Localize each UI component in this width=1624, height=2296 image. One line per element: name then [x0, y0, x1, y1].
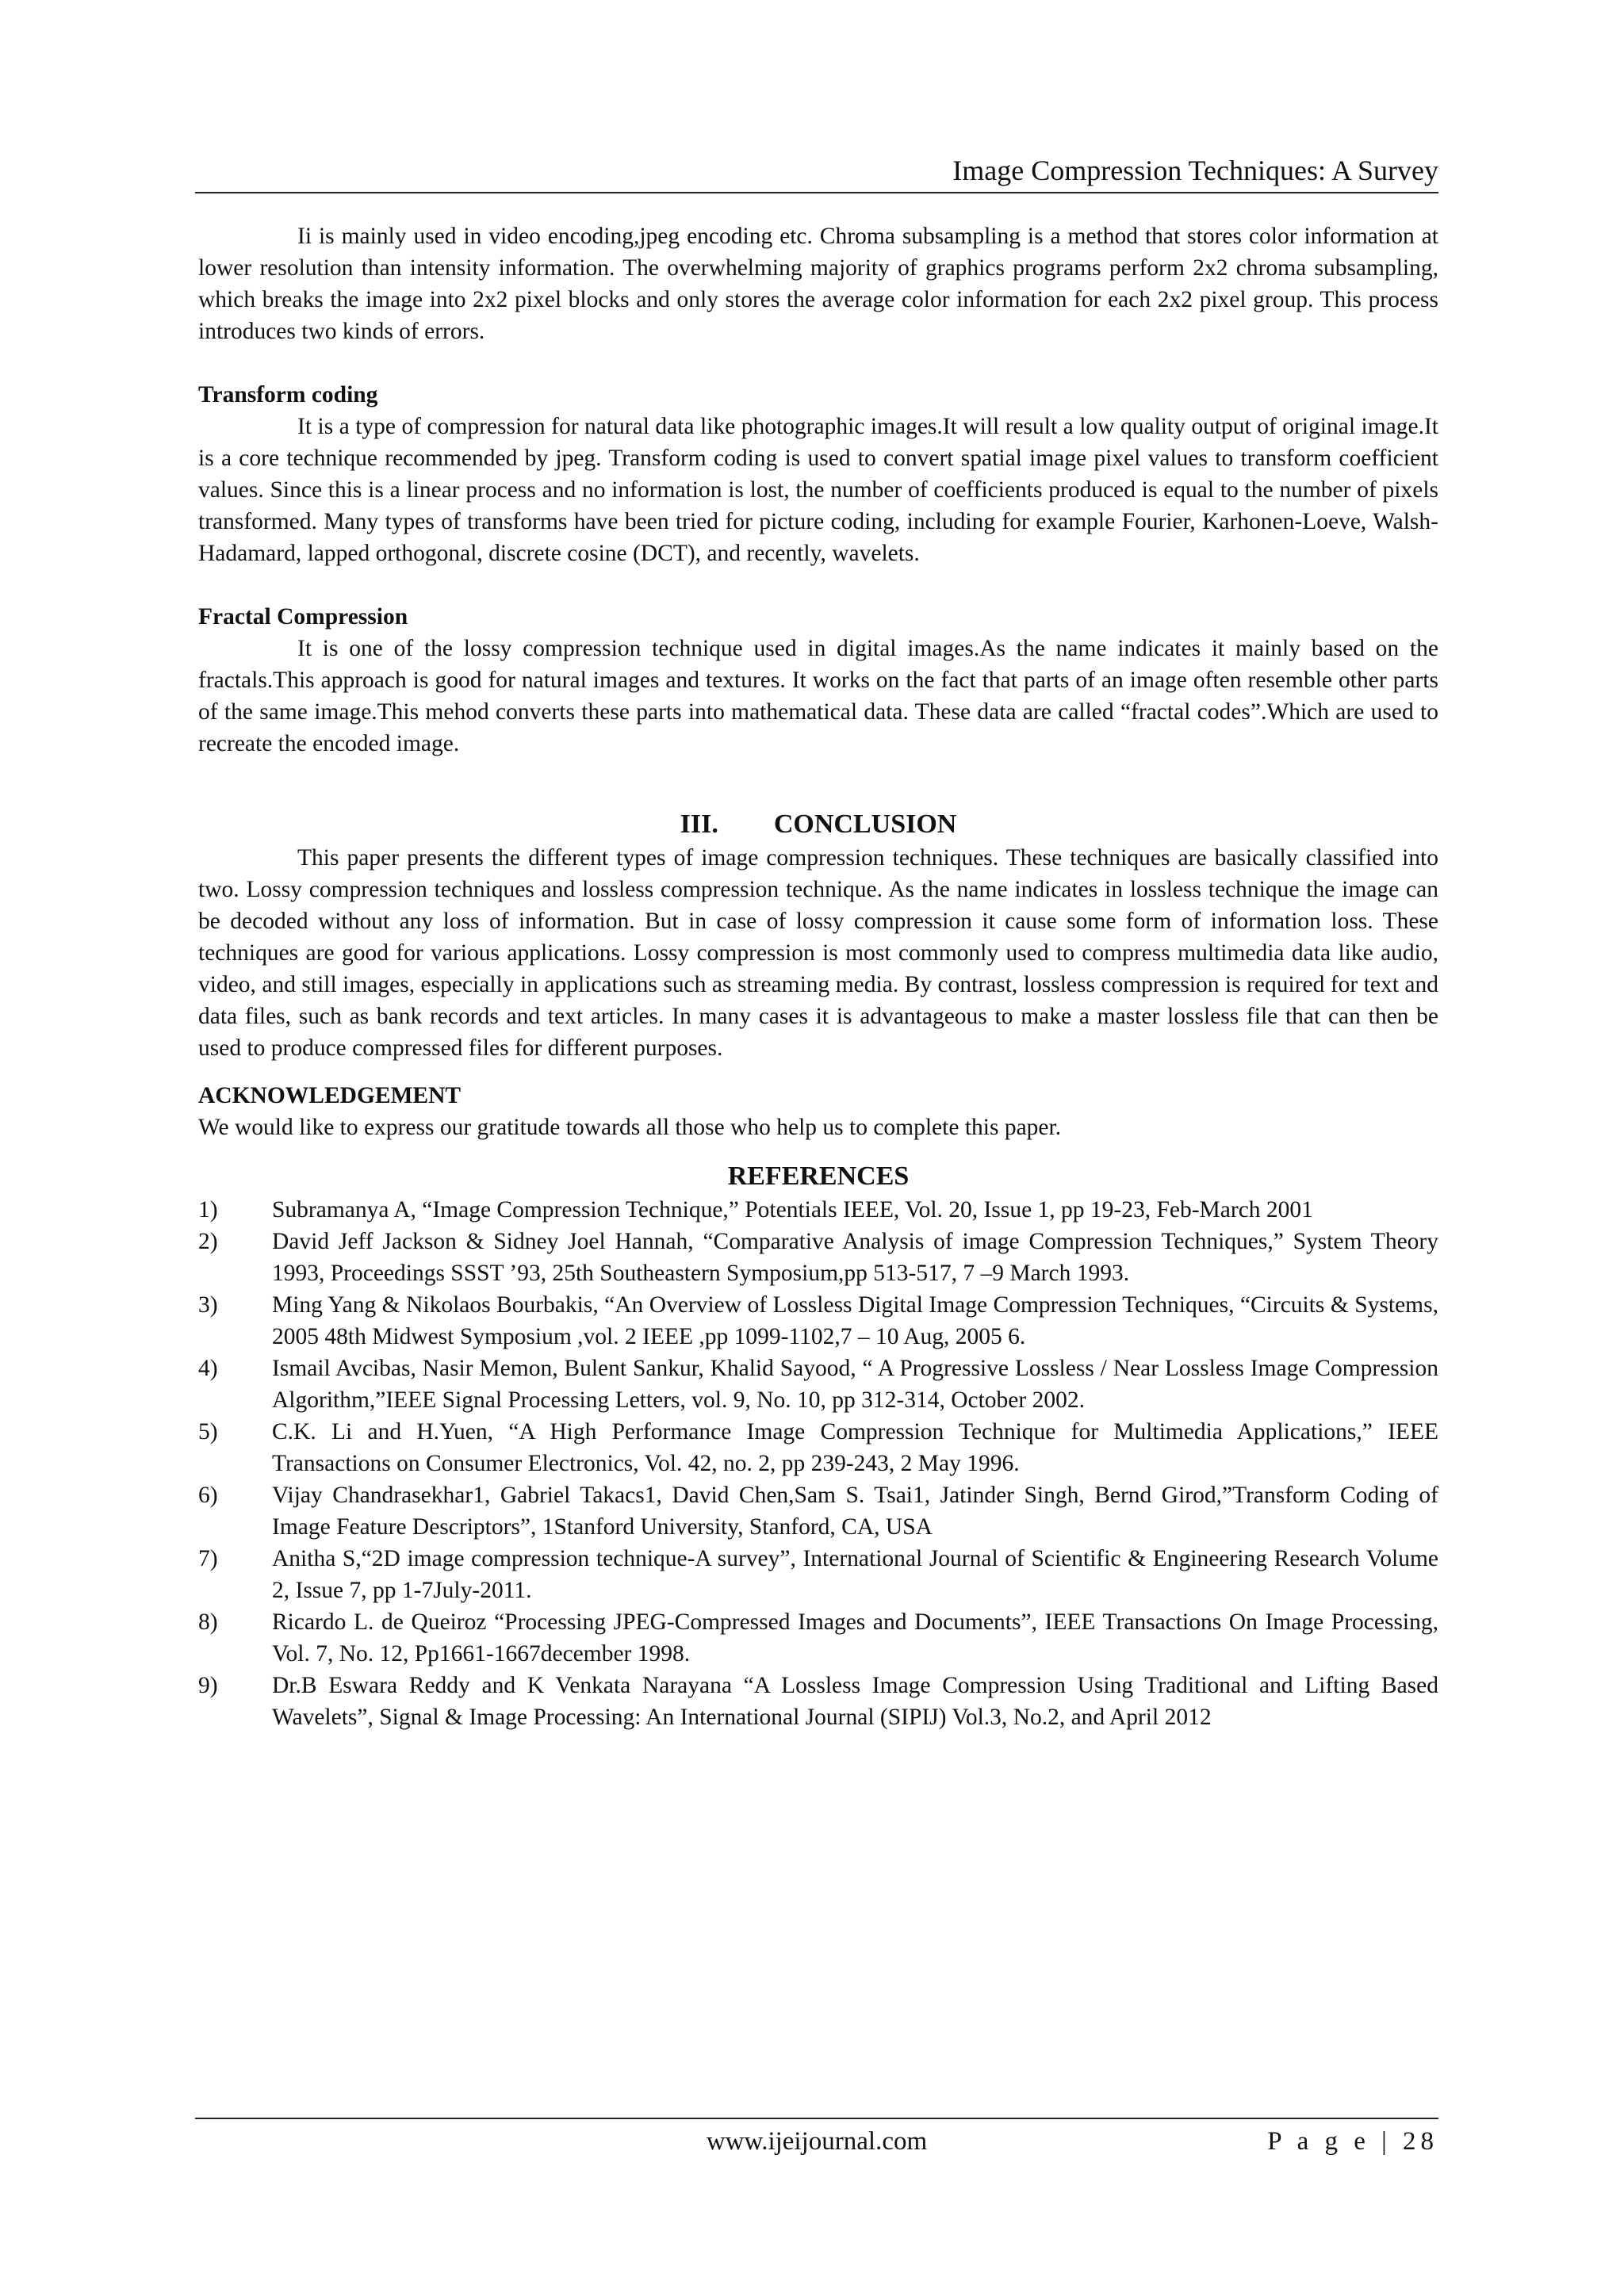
- reference-index: 9): [198, 1673, 218, 1698]
- reference-item: [198, 1226, 1438, 1289]
- reference-text: Ricardo L. de Queiroz “Processing JPEG-Compressed Images and Documents”, IEEE Transactions On Image Processing, Vol. 7, No. 12, Pp1661-1667december 1998.: [272, 1609, 1438, 1667]
- reference-text: Subramanya A, “Image Compression Technique,” Potentials IEEE, Vol. 20, Issue 1, pp 19-23, Feb-March 2001: [272, 1197, 1313, 1223]
- reference-item: [198, 1289, 1438, 1353]
- reference-item: [198, 1416, 1438, 1479]
- reference-item: [198, 1479, 1438, 1543]
- reference-item: [198, 1606, 1438, 1670]
- reference-index: 3): [198, 1292, 218, 1318]
- reference-item: [198, 1194, 1438, 1226]
- running-header: [195, 152, 1438, 193]
- acknowledgement-paragraph: We would like to express our gratitude towards all those who help us to complete this paper.: [198, 1115, 1062, 1140]
- reference-index: 8): [198, 1609, 218, 1635]
- journal-website-link[interactable]: www.ijeijournal.com: [706, 2127, 928, 2156]
- intro-paragraph: Ii is mainly used in video encoding,jpeg encoding etc. Chroma subsampling is a method that stores color information at lower resolution than intensity information. The overwhelming majority of graphics programs perform 2x2 chroma subsampling, which breaks the image into 2x2 pixel blocks and only stores the average color information for each 2x2 pixel group. This process introduces two kinds of errors.: [198, 224, 1438, 344]
- reference-text: C.K. Li and H.Yuen, “A High Performance Image Compression Technique for Multimedia Applications,” IEEE Transactions on Consumer Electronics, Vol. 42, no. 2, pp 239-243, 2 May 1996.: [272, 1419, 1438, 1476]
- reference-index: 6): [198, 1483, 218, 1508]
- conclusion-section-number: III.: [680, 809, 718, 839]
- references-list: [198, 1194, 1438, 1733]
- transform-coding-paragraph: It is a type of compression for natural data like photographic images.It will result a low quality output of original image.It is a core technique recommended by jpeg. Transform coding is used to convert spatial image pixel values to transform coefficient values. Since this is a linear process and no information is lost, the number of coefficients produced is equal to the number of pixels transformed. Many types of transforms have been tried for picture coding, including for example Fourier, Karhonen-Loeve, Walsh-Hadamard, lapped orthogonal, discrete cosine (DCT), and recently, wavelets.: [198, 414, 1438, 566]
- fractal-compression-heading: Fractal Compression: [198, 604, 408, 629]
- reference-item: [198, 1543, 1438, 1606]
- page-footer: [195, 2118, 1438, 2175]
- references-heading: REFERENCES: [727, 1161, 910, 1191]
- transform-coding-heading: Transform coding: [198, 382, 378, 408]
- reference-index: 5): [198, 1419, 218, 1445]
- reference-index: 2): [198, 1229, 218, 1254]
- reference-text: Vijay Chandrasekhar1, Gabriel Takacs1, David Chen,Sam S. Tsai1, Jatinder Singh, Bernd Girod,”Transform Coding of Image Feature Descriptors”, 1Stanford University, Stanford, CA, USA: [272, 1483, 1438, 1540]
- reference-text: Dr.B Eswara Reddy and K Venkata Narayana “A Lossless Image Compression Using Traditional and Lifting Based Wavelets”, Signal & Image Processing: An International Journal (SIPIJ) Vol.3, No.2, and April 2012: [272, 1673, 1438, 1730]
- conclusion-paragraph: This paper presents the different types of image compression techniques. These techniques are basically classified into two. Lossy compression techniques and lossless compression technique. As the name indicates in lossless technique the image can be decoded without any loss of information. But in case of lossy compression it cause some form of information loss. These techniques are good for various applications. Lossy compression is most commonly used to compress multimedia data like audio, video, and still images, especially in applications such as streaming media. By contrast, lossless compression is required for text and data files, such as bank records and text articles. In many cases it is advantageous to make a master lossless file that can then be used to produce compressed files for different purposes.: [198, 845, 1438, 1061]
- reference-index: 7): [198, 1546, 218, 1571]
- conclusion-section-title: CONCLUSION: [773, 809, 957, 839]
- running-header-title: Image Compression Techniques: A Survey: [952, 155, 1438, 186]
- reference-text: Ismail Avcibas, Nasir Memon, Bulent Sankur, Khalid Sayood, “ A Progressive Lossless / Near Lossless Image Compression Algorithm,”IEEE Signal Processing Letters, vol. 9, No. 10, pp 312-314, October 2002.: [272, 1356, 1438, 1413]
- reference-index: 4): [198, 1356, 218, 1381]
- conclusion-heading: [198, 807, 1438, 842]
- reference-text: Anitha S,“2D image compression technique-A survey”, International Journal of Scientific & Engineering Research Volume 2, Issue 7, pp 1-7July-2011.: [272, 1546, 1438, 1603]
- reference-index: 1): [198, 1197, 218, 1223]
- page-number: P a g e | 28: [1267, 2127, 1438, 2156]
- reference-item: [198, 1670, 1438, 1733]
- fractal-compression-paragraph: It is one of the lossy compression technique used in digital images.As the name indicates it mainly based on the fractals.This approach is good for natural images and textures. It works on the fact that parts of an image often resemble other parts of the same image.This mehod converts these parts into mathematical data. These data are called “fractal codes”.Which are used to recreate the encoded image.: [198, 636, 1438, 756]
- page-content: [198, 220, 1438, 1733]
- reference-text: David Jeff Jackson & Sidney Joel Hannah, “Comparative Analysis of image Compression Techniques,” System Theory 1993, Proceedings SSST ’93, 25th Southeastern Symposium,pp 513-517, 7 –9 March 1993.: [272, 1229, 1438, 1286]
- reference-item: [198, 1353, 1438, 1416]
- acknowledgement-heading: ACKNOWLEDGEMENT: [198, 1083, 462, 1108]
- reference-text: Ming Yang & Nikolaos Bourbakis, “An Overview of Lossless Digital Image Compression Techniques, “Circuits & Systems, 2005 48th Midwest Symposium ,vol. 2 IEEE ,pp 1099-1102,7 – 10 Aug, 2005 6.: [272, 1292, 1438, 1349]
